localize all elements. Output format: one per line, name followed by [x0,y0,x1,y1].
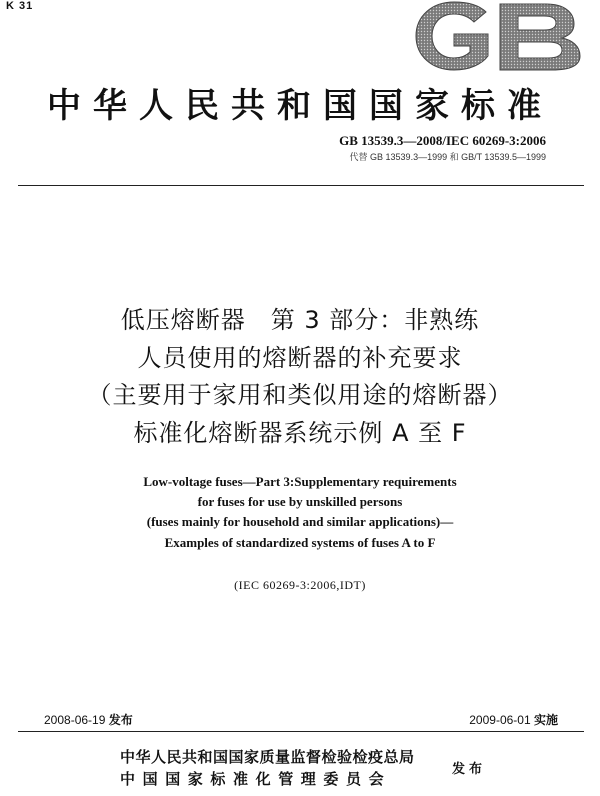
issuer-line-1: 中华人民共和国国家质量监督检验检疫总局 [120,748,415,766]
org-title: 中华人民共和国国家标准 [47,86,553,126]
implement-date [469,711,558,728]
issue-date-value: 2008-06-19 [44,713,106,727]
en-title-line-3: (fuses mainly for household and similar applications)— [146,514,454,529]
header-divider [18,185,584,186]
issue-date [44,711,133,728]
footer-divider [18,731,584,732]
standard-number: GB 13539.3—2008/IEC 60269-3:2006 [339,133,546,148]
issuer-line-2: 中国国家标准化管理委员会 [120,770,392,788]
cn-title-line-3: （主要用于家用和类似用途的熔断器） [87,381,513,409]
en-title-line-2: for fuses for use by unskilled persons [197,494,403,509]
equivalence-note: (IEC 60269-3:2006,IDT) [234,578,366,592]
issue-label: 发布 [108,713,133,727]
gb-logo-icon [408,0,588,72]
en-title-line-4: Examples of standardized systems of fuses A to F [164,535,436,550]
publish-label: 发布 [452,762,487,777]
implement-label: 实施 [533,713,558,727]
en-title-line-1: Low-voltage fuses—Part 3:Supplementary requirements [143,474,457,489]
replaces-note: 代替 GB 13539.3—1999 和 GB/T 13539.5—1999 [349,152,546,162]
implement-date-value: 2009-06-01 [469,713,531,727]
cn-title-line-4: 标准化熔断器系统示例 A 至 F [133,419,467,447]
cn-title-line-2: 人员使用的熔断器的补充要求 [137,344,463,372]
cn-title-line-1: 低压熔断器 第 3 部分：非熟练 [120,306,480,334]
ics-code: K 31 [6,0,34,12]
